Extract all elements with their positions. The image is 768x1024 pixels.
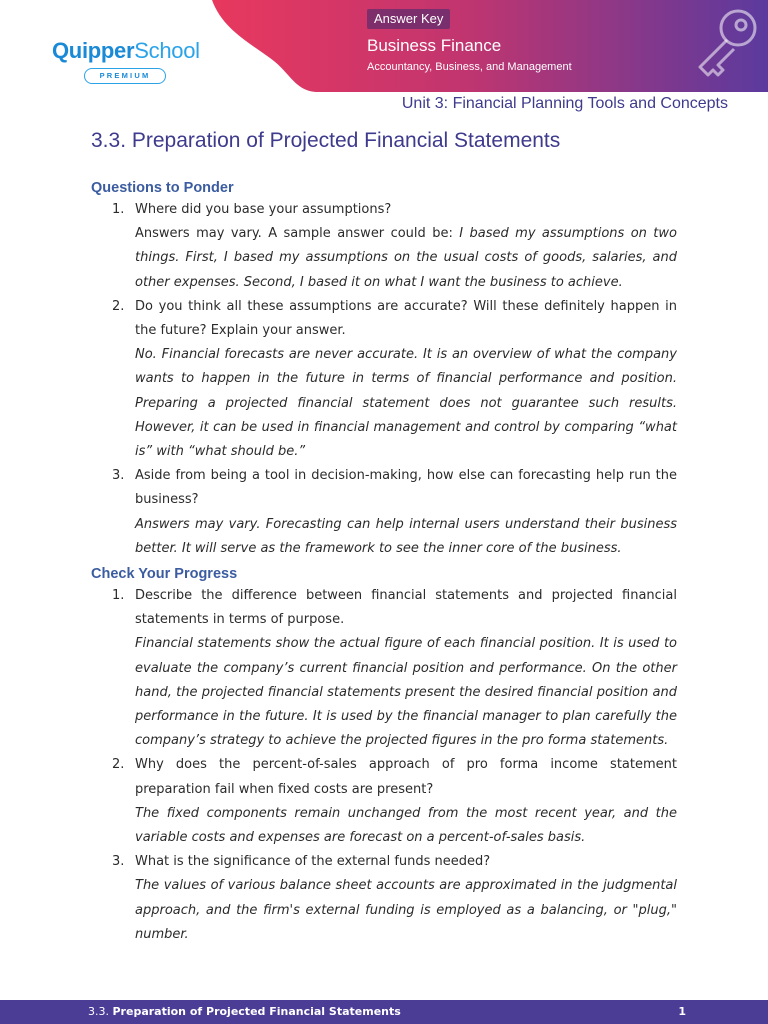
question-list (91, 198, 677, 561)
questions-to-ponder-section (91, 178, 677, 561)
answer-key-badge: Answer Key (367, 9, 450, 29)
answer-lead: Answers may vary. A sample answer could be: (135, 226, 460, 242)
question-list (91, 584, 677, 947)
answer-text: The values of various balance sheet accounts are approximated in the judgmental approach, and the firm's external funding is employed as a balancing, or "plug," number. (135, 878, 677, 942)
logo-quipper: Quipper (52, 38, 135, 63)
unit-title: Unit 3: Financial Planning Tools and Concepts (401, 95, 728, 112)
key-icon (688, 4, 764, 88)
footer-title-group (88, 1005, 401, 1018)
question-item (91, 753, 677, 850)
premium-badge: PREMIUM (84, 68, 166, 84)
question-text: Do you think all these assumptions are accurate? Will these definitely happen in the future? Explain your answer. (135, 298, 677, 339)
page-footer (0, 1000, 768, 1024)
footer-title: Preparation of Projected Financial Statements (112, 1005, 401, 1018)
logo-school: School (134, 38, 200, 63)
page-header (0, 0, 768, 112)
answer-text: Financial statements show the actual figure of each financial position. It is used to evaluate the company’s current financial position and performance. On the other hand, the projected financial statements present the desired financial position and performance in the future. It is used by the financial manager to plan carefully the company’s strategy to achieve the projected figures in the pro forma statements. (135, 636, 677, 749)
question-text: Aside from being a tool in decision-making, how else can forecasting help run the business? (135, 468, 677, 508)
quipper-school-logo (52, 38, 200, 84)
question-number: 1. (112, 202, 125, 217)
question-number: 1. (112, 588, 125, 603)
question-text: What is the significance of the external funds needed? (135, 854, 491, 870)
page-title: 3.3. Preparation of Projected Financial Statements (91, 129, 561, 152)
question-text: Where did you base your assumptions? (135, 202, 392, 217)
question-item (91, 584, 677, 753)
question-item (91, 464, 677, 561)
check-your-progress-section (91, 564, 677, 947)
section-title: Check Your Progress (91, 566, 238, 582)
question-number: 3. (112, 468, 125, 484)
strand-subtitle: Accountancy, Business, and Management (367, 61, 572, 73)
question-number: 2. (112, 298, 125, 314)
page-number: 1 (678, 1005, 686, 1018)
subject-title: Business Finance (367, 36, 502, 55)
answer-text: Answers may vary. Forecasting can help internal users understand their business better. It will serve as the framework to see the inner core of the business. (135, 516, 677, 556)
question-text: Why does the percent-of-sales approach of pro forma income statement preparation fail when fixed costs are present? (135, 757, 677, 797)
answer-text (135, 222, 677, 295)
answer-text: The fixed components remain unchanged from the most recent year, and the variable costs and expenses are forecast on a percent-of-sales basis. (135, 805, 677, 846)
answer-text: No. Financial forecasts are never accurate. It is an overview of what the company wants to happen in the future in terms of financial performance and position. Preparing a projected financial statement does not guarantee such results. However, it can be used in financial management and control by comparing “what is” with “what should be.” (135, 347, 677, 460)
footer-section-number: 3.3. (88, 1005, 109, 1018)
question-number: 3. (112, 854, 125, 870)
section-title: Questions to Ponder (91, 180, 234, 196)
question-item (91, 850, 677, 947)
question-item (91, 295, 677, 464)
question-text: Describe the difference between financial statements and projected financial statements in terms of purpose. (135, 588, 677, 628)
question-item (91, 198, 677, 295)
answer-body: I based my assumptions on two things. First, I based my assumptions on the usual costs of goods, salaries, and other expenses. Second, I based it on what I want the business to achieve. (135, 226, 677, 290)
question-number: 2. (112, 757, 125, 773)
